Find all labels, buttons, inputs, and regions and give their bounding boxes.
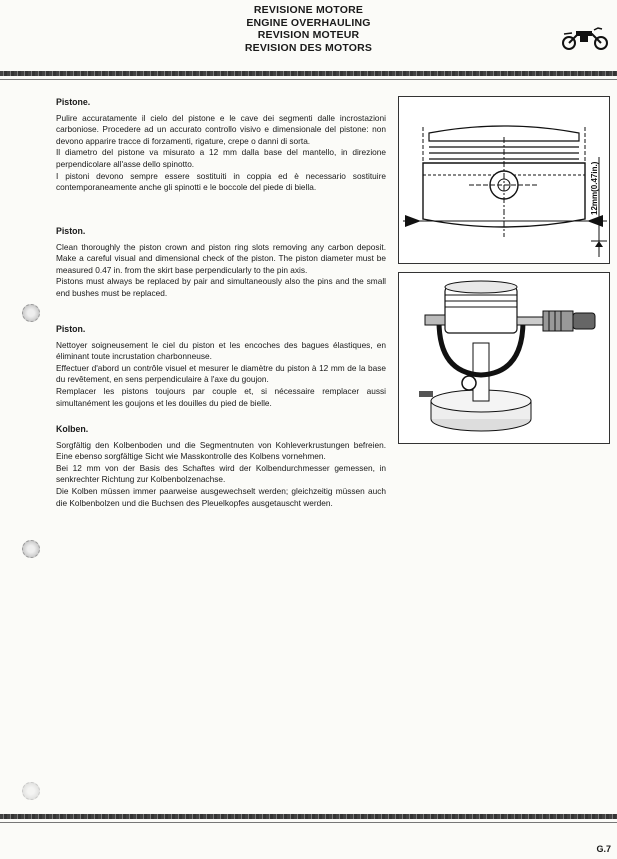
motorcycle-icon <box>558 24 612 52</box>
header-line-en: ENGINE OVERHAULING <box>246 16 371 29</box>
header-line-de: REVISION DES MOTORS <box>244 41 373 54</box>
top-rule-thin <box>0 79 617 80</box>
section-title: Piston. <box>56 226 86 236</box>
section-de <box>56 424 386 509</box>
piston-measurement-figure <box>398 96 610 264</box>
section-en <box>56 226 386 300</box>
bottom-rule <box>0 814 617 819</box>
section-body: Nettoyer soigneusement le ciel du piston et les encoches des bagues élastiques, en éliminant toute incrustation charbonneuse. Effectuer d'abord un contrôle visuel et mesurer le diamètre du piston à 12 mm de la base du revêtement, en sens perpendiculaire à l'axe du goujon. Remplacer les pistons toujours par couple et, si nécessaire remplacer aussi simultanément les goujons et les douilles du pied de bielle. <box>56 339 386 408</box>
top-rule <box>0 71 617 76</box>
section-body: Sorgfältig den Kolbenboden und die Segmentnuten von Kohleverkrustungen befreien. Eine ebenso sorgfältige Sicht wie Masskontrolle des Kolbens vornehmen. Bei 12 mm von der Basis des Schaftes wird der Kolbendurchmesser gemessen, in senkrechter Richtung zur Kolbenbolzenachse. Die Kolben müssen immer paarweise ausgewechselt werden; gleichzeitig müssen auch die Kolbenbolzen und die Buchsen des Pleuelkopfes ausgetauscht werden. <box>56 439 386 508</box>
section-title: Piston. <box>56 324 86 334</box>
piston-drawing <box>399 97 609 263</box>
micrometer-drawing <box>399 273 609 443</box>
section-it <box>56 97 386 194</box>
binder-hole <box>22 782 40 800</box>
page-header <box>0 4 617 54</box>
page-number: G.7 <box>596 844 611 854</box>
header-line-fr: REVISION MOTEUR <box>257 29 360 41</box>
section-body: Pulire accuratamente il cielo del pistone e le cave dei segmenti dalle incrostazioni carboniose. Procedere ad un accurato controllo visivo e dimensionale del pistone: non devono apparire tracce di forzamenti, rigature, crepe o danni di sorta. Il diametro del pistone va misurato a 12 mm dalla base del mantello, in direzione perpendicolare all'asse dello spinotto. I pistoni devono sempre essere sostituiti in coppia ed è necessario sostituire contemporaneamente anche gli spinotti e le boccole del piede di biella. <box>56 112 386 193</box>
bottom-rule-thin <box>0 822 617 823</box>
dimension-label: 12mm(0.47in.) <box>590 161 599 215</box>
binder-hole <box>22 540 40 558</box>
section-fr <box>56 324 386 409</box>
header-line-it: REVISIONE MOTORE <box>253 4 364 16</box>
section-title: Kolben. <box>56 424 89 434</box>
binder-hole <box>22 304 40 322</box>
micrometer-figure <box>398 272 610 444</box>
section-body: Clean thoroughly the piston crown and piston ring slots removing any carbon deposit. Make a careful visual and dimensional check of the piston. The piston diameter must be measured 0.47 in. from the skirt base perpendicularly to the pin axis. Pistons must always be replaced by pair and simultaneously also the pins and the small end bushes must be replaced. <box>56 241 386 298</box>
section-title: Pistone. <box>56 97 91 107</box>
